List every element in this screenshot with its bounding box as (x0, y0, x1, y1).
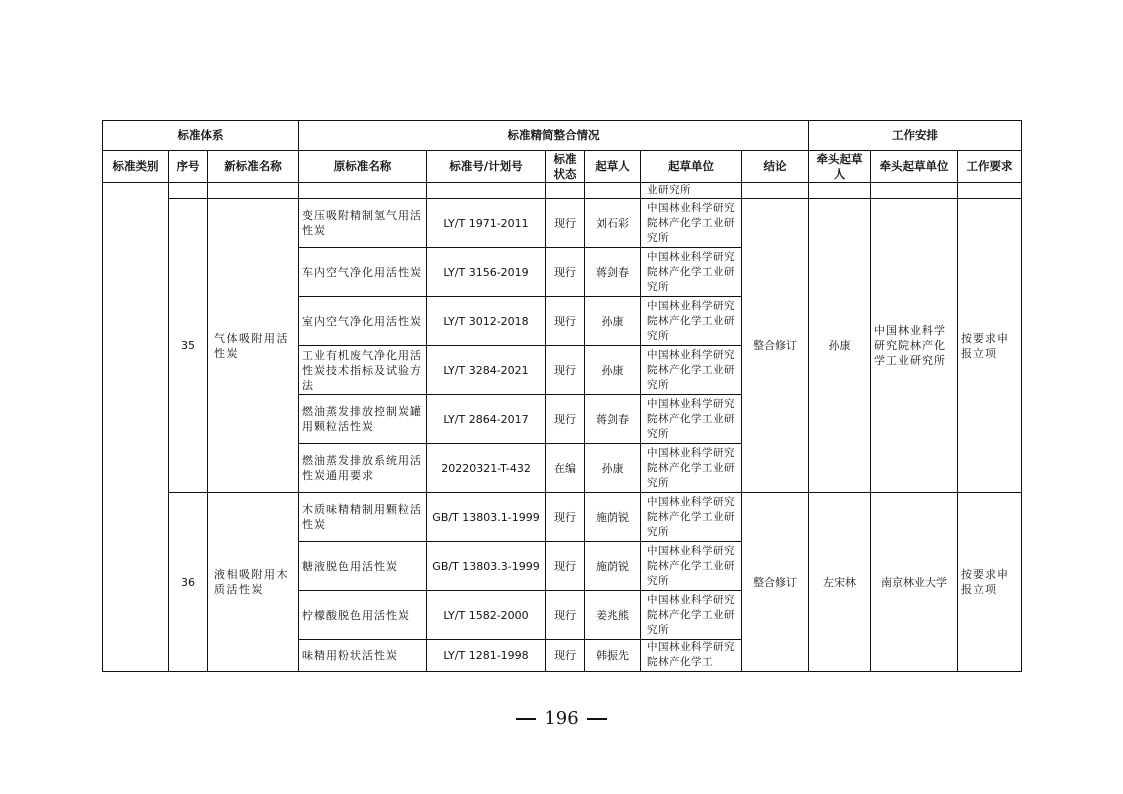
drafting-unit: 中国林业科学研究院林产化学工业研究所 (641, 248, 742, 297)
col-requirement: 工作要求 (958, 151, 1022, 183)
status: 现行 (546, 199, 585, 248)
status: 现行 (546, 542, 585, 591)
drafting-unit: 中国林业科学研究院林产化学工业研究所 (641, 199, 742, 248)
header-work-arrangement: 工作安排 (809, 121, 1022, 151)
orig-name: 味精用粉状活性炭 (299, 640, 427, 672)
group-seq: 36 (169, 493, 208, 672)
page-footer (0, 708, 1123, 729)
group-lead-unit: 南京林业大学 (871, 493, 958, 672)
status: 现行 (546, 297, 585, 346)
standards-table (102, 120, 1022, 672)
col-orig-name: 原标准名称 (299, 151, 427, 183)
group-lead-drafter: 孙康 (809, 199, 871, 493)
continuation-unit: 业研究所 (641, 183, 742, 199)
drafting-unit: 中国林业科学研究院林产化学工业研究所 (641, 542, 742, 591)
drafter: 孙康 (585, 346, 641, 395)
drafting-unit: 中国林业科学研究院林产化学工业研究所 (641, 444, 742, 493)
status: 在编 (546, 444, 585, 493)
col-status: 标准状态 (546, 151, 585, 183)
drafting-unit: 中国林业科学研究院林产化学工业研究所 (641, 346, 742, 395)
status: 现行 (546, 395, 585, 444)
std-no: GB/T 13803.3-1999 (427, 542, 546, 591)
drafting-unit: 中国林业科学研究院林产化学工业研究所 (641, 591, 742, 640)
group-lead-drafter: 左宋林 (809, 493, 871, 672)
status: 现行 (546, 591, 585, 640)
page-number: 196 (544, 708, 579, 729)
footer-dash-right (587, 718, 607, 720)
orig-name: 糖液脱色用活性炭 (299, 542, 427, 591)
orig-name: 车内空气净化用活性炭 (299, 248, 427, 297)
group-requirement: 按要求申报立项 (958, 493, 1022, 672)
std-no: LY/T 2864-2017 (427, 395, 546, 444)
group-lead-unit: 中国林业科学研究院林产化学工业研究所 (871, 199, 958, 493)
group-requirement: 按要求申报立项 (958, 199, 1022, 493)
orig-name: 燃油蒸发排放控制炭罐用颗粒活性炭 (299, 395, 427, 444)
col-category: 标准类别 (103, 151, 169, 183)
drafter: 施荫锐 (585, 542, 641, 591)
orig-name: 工业有机废气净化用活性炭技术指标及试验方法 (299, 346, 427, 395)
drafter: 孙康 (585, 297, 641, 346)
orig-name: 柠檬酸脱色用活性炭 (299, 591, 427, 640)
continuation-row (103, 183, 1022, 199)
group-new-name: 气体吸附用活性炭 (208, 199, 299, 493)
col-unit: 起草单位 (641, 151, 742, 183)
status: 现行 (546, 640, 585, 672)
drafting-unit: 中国林业科学研究院林产化学工业研究所 (641, 395, 742, 444)
status: 现行 (546, 346, 585, 395)
std-no: LY/T 1281-1998 (427, 640, 546, 672)
header-integration: 标准精简整合情况 (299, 121, 809, 151)
drafter: 韩振先 (585, 640, 641, 672)
group-header-row (103, 121, 1022, 151)
std-no: GB/T 13803.1-1999 (427, 493, 546, 542)
std-no: LY/T 1971-2011 (427, 199, 546, 248)
column-header-row (103, 151, 1022, 183)
drafter: 蒋剑春 (585, 395, 641, 444)
col-new-name: 新标准名称 (208, 151, 299, 183)
group-conclusion: 整合修订 (742, 493, 809, 672)
drafting-unit: 中国林业科学研究院林产化学工业研究所 (641, 493, 742, 542)
drafter: 刘石彩 (585, 199, 641, 248)
header-standard-system: 标准体系 (103, 121, 299, 151)
group-new-name: 液相吸附用木质活性炭 (208, 493, 299, 672)
drafter: 施荫锐 (585, 493, 641, 542)
table-row (103, 493, 1022, 542)
col-lead-unit: 牵头起草单位 (871, 151, 958, 183)
drafter: 蒋剑春 (585, 248, 641, 297)
orig-name: 木质味精精制用颗粒活性炭 (299, 493, 427, 542)
drafter: 姜兆熊 (585, 591, 641, 640)
col-conclusion: 结论 (742, 151, 809, 183)
orig-name: 燃油蒸发排放系统用活性炭通用要求 (299, 444, 427, 493)
std-no: 20220321-T-432 (427, 444, 546, 493)
status: 现行 (546, 493, 585, 542)
std-no: LY/T 3156-2019 (427, 248, 546, 297)
footer-dash-left (516, 718, 536, 720)
category-cell (103, 183, 169, 672)
group-seq: 35 (169, 199, 208, 493)
orig-name: 变压吸附精制氢气用活性炭 (299, 199, 427, 248)
group-conclusion: 整合修订 (742, 199, 809, 493)
std-no: LY/T 1582-2000 (427, 591, 546, 640)
orig-name: 室内空气净化用活性炭 (299, 297, 427, 346)
std-no: LY/T 3012-2018 (427, 297, 546, 346)
table-row (103, 199, 1022, 248)
col-seq: 序号 (169, 151, 208, 183)
col-lead-drafter: 牵头起草人 (809, 151, 871, 183)
col-drafter: 起草人 (585, 151, 641, 183)
drafting-unit: 中国林业科学研究院林产化学工 (641, 640, 742, 672)
drafting-unit: 中国林业科学研究院林产化学工业研究所 (641, 297, 742, 346)
status: 现行 (546, 248, 585, 297)
drafter: 孙康 (585, 444, 641, 493)
std-no: LY/T 3284-2021 (427, 346, 546, 395)
col-std-no: 标准号/计划号 (427, 151, 546, 183)
